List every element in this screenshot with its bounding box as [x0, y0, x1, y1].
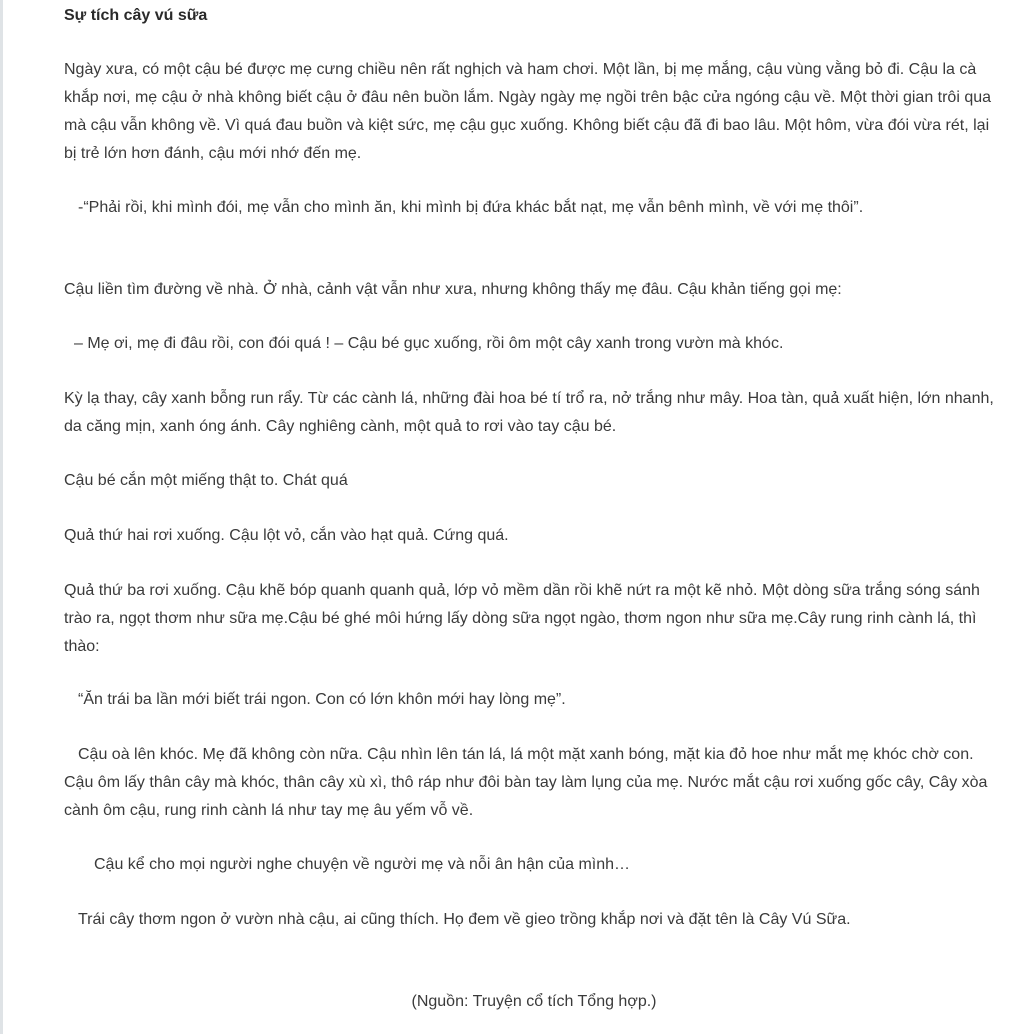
- paragraph-4: – Mẹ ơi, mẹ đi đâu rồi, con đói quá ! – Cậu bé gục xuống, rồi ôm một cây xanh trong vườn mà khóc.: [74, 335, 784, 352]
- paragraph-5: Kỳ lạ thay, cây xanh bỗng run rẩy. Từ các cành lá, những đài hoa bé tí trổ ra, nở trắng như mây. Hoa tàn, quả xuất hiện, lớn nhanh, da căng mịn, xanh óng ánh. Cây nghiêng cành, một quả to rơi vào tay cậu bé.: [64, 390, 994, 435]
- paragraph-8: Quả thứ ba rơi xuống. Cậu khẽ bóp quanh quanh quả, lớp vỏ mềm dần rồi khẽ nứt ra một kẽ nhỏ. Một dòng sữa trắng sóng sánh trào ra, ngọt thơm như sữa mẹ.Cậu bé ghé môi hứng lấy dòng sữa ngọt ngào, thơm ngon như sữa mẹ.Cây rung rinh cành lá, thì thào:: [64, 582, 980, 655]
- paragraph-7: Quả thứ hai rơi xuống. Cậu lột vỏ, cắn vào hạt quả. Cứng quá.: [64, 527, 509, 544]
- paragraph-6: Cậu bé cắn một miếng thật to. Chát quá: [64, 472, 348, 489]
- source-citation: (Nguồn: Truyện cổ tích Tổng hợp.): [411, 993, 657, 1010]
- paragraph-1: Ngày xưa, có một cậu bé được mẹ cưng chiều nên rất nghịch và ham chơi. Một lần, bị mẹ mắng, cậu vùng vằng bỏ đi. Cậu la cà khắp nơi, mẹ cậu ở nhà không biết cậu ở đâu nên buồn lắm. Ngày ngày mẹ ngồi trên bậc cửa ngóng cậu về. Một thời gian trôi qua mà cậu vẫn không về. Vì quá đau buồn và kiệt sức, mẹ cậu gục xuống. Không biết cậu đã đi bao lâu. Một hôm, vừa đói vừa rét, lại bị trẻ lớn hơn đánh, cậu mới nhớ đến mẹ.: [64, 61, 992, 162]
- paragraph-11: Cậu kể cho mọi người nghe chuyện về người mẹ và nỗi ân hận của mình…: [94, 856, 631, 873]
- paragraph-2: -“Phải rồi, khi mình đói, mẹ vẫn cho mình ăn, khi mình bị đứa khác bắt nạt, mẹ vẫn bênh mình, về với mẹ thôi”.: [78, 199, 864, 216]
- paragraph-10: Cậu oà lên khóc. Mẹ đã không còn nữa. Cậu nhìn lên tán lá, lá một mặt xanh bóng, mặt kia đỏ hoe như mắt mẹ khóc chờ con. Cậu ôm lấy thân cây mà khóc, thân cây xù xì, thô ráp như đôi bàn tay làm lụng của mẹ. Nước mắt cậu rơi xuống gốc cây, Cây xòa cành ôm cậu, rung rinh cành lá như tay mẹ âu yếm vỗ về.: [64, 746, 988, 819]
- paragraph-3: Cậu liền tìm đường về nhà. Ở nhà, cảnh vật vẫn như xưa, nhưng không thấy mẹ đâu. Cậu khản tiếng gọi mẹ:: [64, 281, 842, 298]
- left-border: [0, 0, 3, 1034]
- paragraph-9: “Ăn trái ba lần mới biết trái ngon. Con có lớn khôn mới hay lòng mẹ”.: [78, 691, 566, 708]
- story-title: Sự tích cây vú sữa: [64, 7, 208, 24]
- paragraph-12: Trái cây thơm ngon ở vườn nhà cậu, ai cũng thích. Họ đem về gieo trồng khắp nơi và đặt tên là Cây Vú Sữa.: [78, 911, 851, 928]
